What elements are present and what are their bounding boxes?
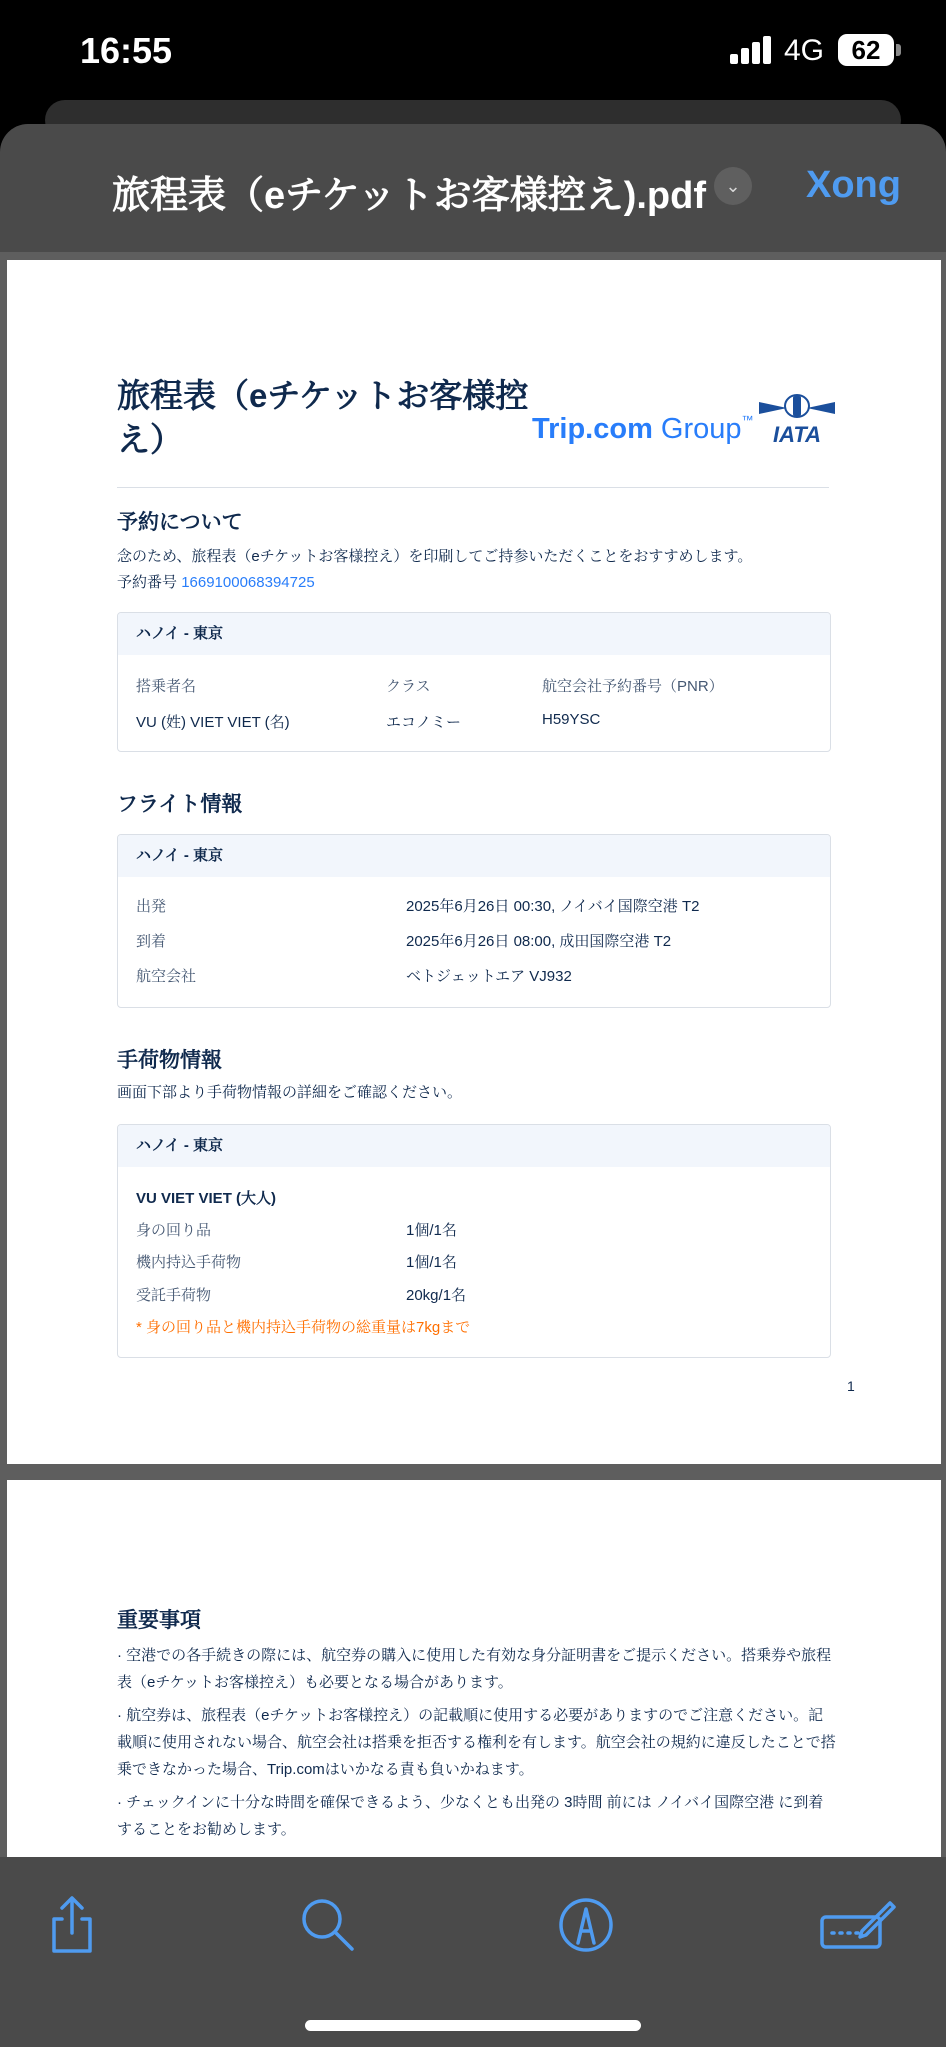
class-label: クラス [386, 678, 431, 695]
reservation-heading: 予約について [117, 511, 243, 534]
booking-number-link[interactable]: 1669100068394725 [181, 574, 315, 591]
important-heading: 重要事項 [117, 1609, 201, 1632]
battery-icon: 62 [838, 34, 894, 66]
carry-on-value: 1個/1名 [406, 1254, 457, 1271]
departure-label: 出発 [136, 898, 167, 915]
personal-item-value: 1個/1名 [406, 1222, 457, 1239]
document-title: 旅程表（eチケットお客様控え） [117, 377, 529, 458]
divider [117, 487, 829, 488]
trip-com-group-logo [532, 413, 754, 446]
signature-icon[interactable] [818, 1893, 896, 1957]
battery-tip [896, 44, 901, 56]
arrival-label: 到着 [136, 933, 167, 950]
route-header: ハノイ - 東京 [118, 1125, 830, 1167]
pnr-label: 航空会社予約番号（PNR） [542, 678, 724, 695]
route-header: ハノイ - 東京 [118, 613, 830, 655]
status-bar [0, 0, 946, 105]
passenger-label: 搭乗者名 [136, 678, 197, 695]
pdf-page-2 [7, 1480, 941, 1857]
route-header: ハノイ - 東京 [118, 835, 830, 877]
done-button[interactable]: Xong [806, 164, 901, 206]
reservation-note: 念のため、旅程表（eチケットお客様控え）を印刷してご持参いただくことをおすすめします。 [117, 548, 753, 565]
personal-item-label: 身の回り品 [136, 1222, 212, 1239]
flight-card [117, 834, 831, 1008]
chevron-down-icon[interactable]: ⌄ [714, 167, 752, 205]
important-item: · 空港での各手続きの際には、航空券の購入に使用した有効な身分証明書をご提示ください。搭乗券や旅程表（eチケットお客様控え）も必要となる場合があります。 [117, 1647, 832, 1691]
cabin-class: エコノミー [386, 714, 462, 731]
iata-text: IATA [772, 422, 822, 447]
status-time: 16:55 [80, 30, 173, 71]
baggage-weight-warning: * 身の回り品と機内持込手荷物の総重量は7kgまで [136, 1319, 471, 1336]
network-type: 4G [784, 34, 825, 67]
baggage-passenger: VU VIET VIET (大人) [136, 1190, 277, 1207]
airline-label: 航空会社 [136, 968, 197, 985]
checked-baggage-value: 20kg/1名 [406, 1287, 467, 1304]
logo-trip: Trip [532, 413, 586, 445]
share-icon[interactable] [40, 1893, 104, 1957]
booking-number-label: 予約番号 [117, 574, 178, 591]
baggage-card [117, 1124, 831, 1358]
file-title[interactable]: 旅程表（eチケットお客様控え).pdf [112, 175, 707, 217]
flight-heading: フライト情報 [117, 793, 243, 816]
document-viewer[interactable] [0, 252, 946, 1857]
logo-group: Group [652, 413, 742, 445]
pnr-code: H59YSC [542, 711, 601, 728]
baggage-note: 画面下部より手荷物情報の詳細をご確認ください。 [117, 1084, 463, 1101]
passenger-name: VU (姓) VIET VIET (名) [136, 714, 290, 731]
airline-value: ベトジェットエア VJ932 [406, 968, 572, 985]
signal-icon [730, 36, 772, 64]
home-indicator [305, 2020, 641, 2031]
carry-on-label: 機内持込手荷物 [136, 1254, 242, 1271]
reservation-card [117, 612, 831, 752]
baggage-heading: 手荷物情報 [117, 1049, 222, 1072]
important-item: · チェックインに十分な時間を確保できるよう、少なくとも出発の 3時間 前には ノイバイ国際空港 に到着することをお勧めします。 [117, 1794, 824, 1838]
search-icon[interactable] [296, 1893, 360, 1957]
markup-icon[interactable] [554, 1893, 618, 1957]
important-item: · 航空券は、旅程表（eチケットお客様控え）の記載順に使用する必要がありますのでご注意ください。記載順に使用されない場合、航空会社は搭乗を拒否する権利を有します。航空会社の規約に違反したことで搭乗できなかった場合、Trip.comはいかなる責も負いかねます。 [117, 1707, 836, 1778]
bottom-toolbar [0, 1857, 946, 2047]
pdf-viewer-header [0, 124, 946, 252]
arrival-value: 2025年6月26日 08:00, 成田国際空港 T2 [406, 933, 672, 950]
booking-number-line [117, 570, 315, 596]
iata-logo [757, 392, 837, 448]
pdf-page-1 [7, 260, 941, 1464]
departure-value: 2025年6月26日 00:30, ノイバイ国際空港 T2 [406, 898, 700, 915]
logo-tm: ™ [741, 413, 754, 427]
page-number: 1 [847, 1378, 855, 1394]
checked-baggage-label: 受託手荷物 [136, 1287, 212, 1304]
logo-dotcom: .com [585, 413, 653, 445]
